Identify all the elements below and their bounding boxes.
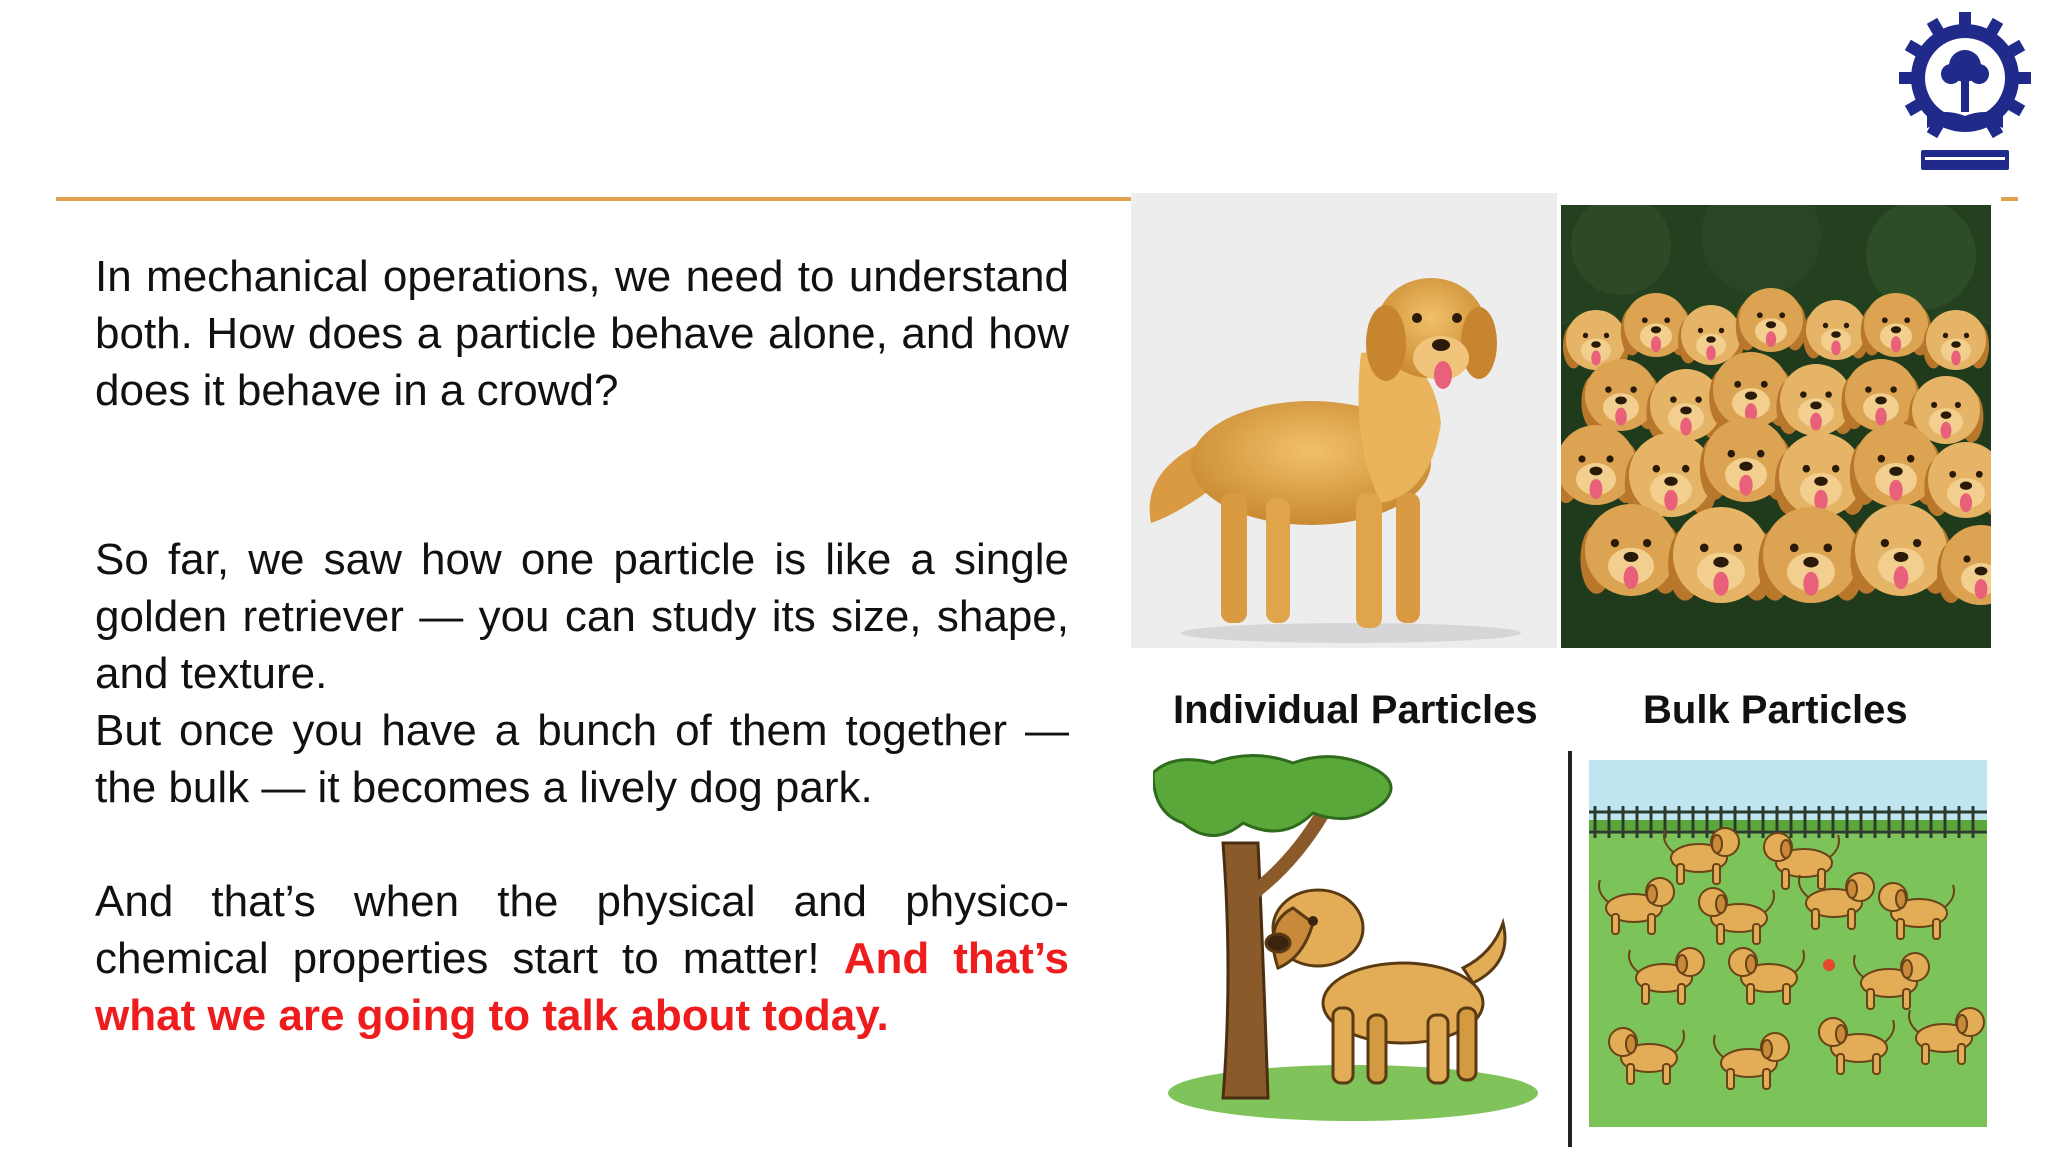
paragraph-single-particle: So far, we saw how one particle is like a single golden retriever — you can study its size, shape, and texture.: [95, 535, 1069, 698]
conclusion-highlight: And that’s what we are going to talk about today.: [95, 934, 1069, 1040]
paragraph-bulk: But once you have a bunch of them together — the bulk — it becomes a lively dog park.: [95, 706, 1069, 812]
paragraph-conclusion: [95, 873, 1069, 1044]
conclusion-text: And that’s when the physical and physico-chemical properties start to matter!: [95, 877, 1069, 983]
caption-individual-particles: Individual Particles: [1173, 688, 1538, 732]
dog-park-illustration: [1589, 760, 1987, 1127]
slide-body-text: [95, 248, 1069, 1044]
dog-under-tree-illustration: [1153, 753, 1553, 1143]
figure-divider: [1568, 751, 1572, 1147]
particles-figure: [1131, 193, 2001, 1148]
single-dog-photo: [1131, 193, 1557, 648]
paragraph-intro: In mechanical operations, we need to understand both. How does a particle behave alone, and how does it behave in a crowd?: [95, 252, 1069, 415]
dog-crowd-photo: [1561, 205, 1991, 648]
caption-bulk-particles: Bulk Particles: [1643, 688, 1908, 732]
institute-logo: [1895, 12, 2035, 174]
